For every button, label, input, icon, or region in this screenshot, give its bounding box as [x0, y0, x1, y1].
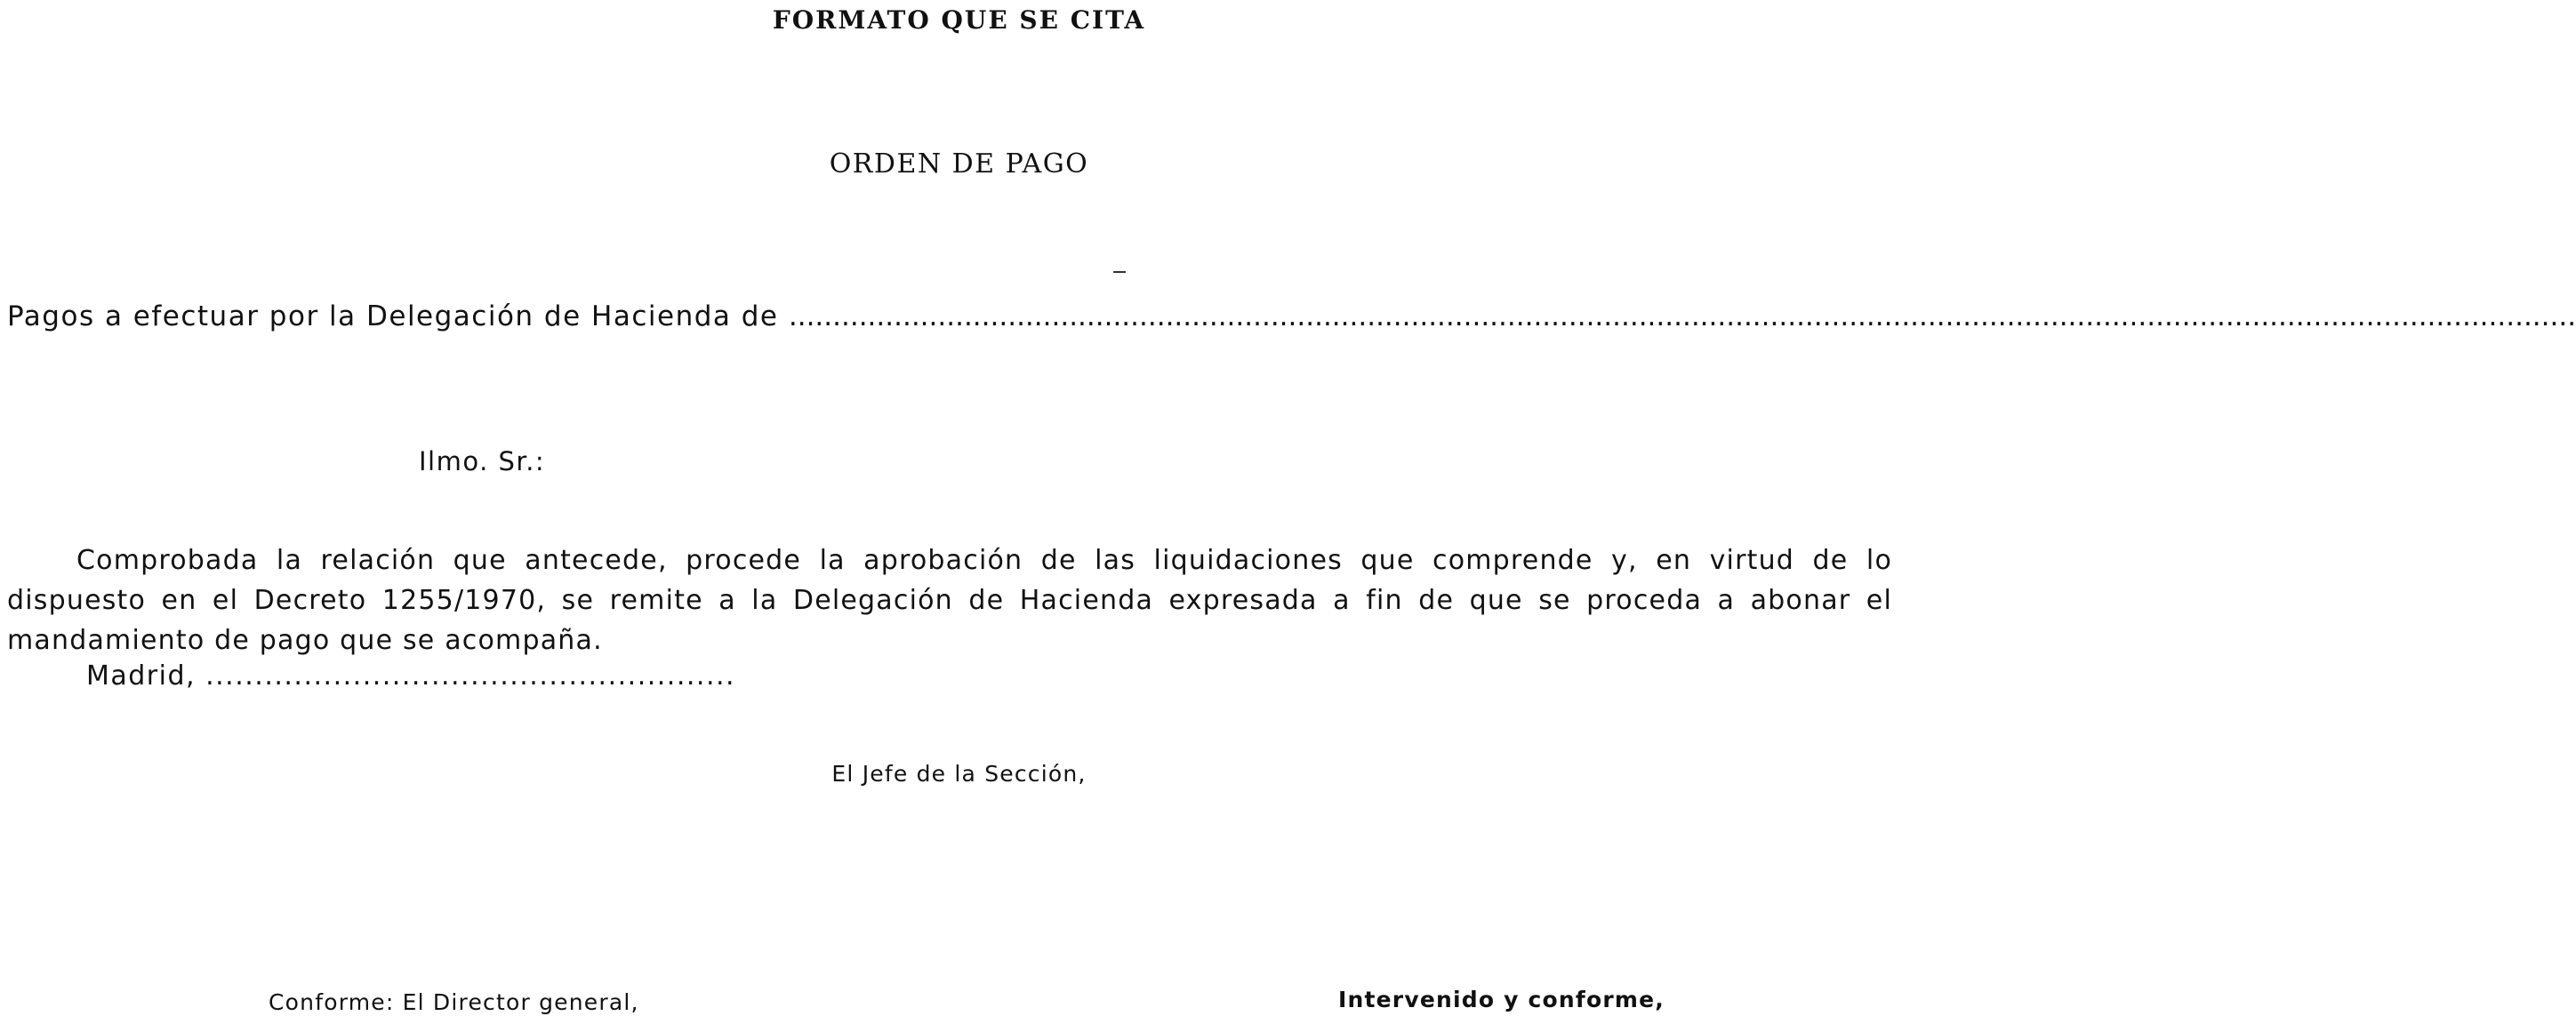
pagos-label: Pagos a efectuar por la Delegación de Hacienda de: [7, 300, 779, 332]
signature-director-general: Conforme: El Director general,: [269, 989, 639, 1015]
salutation: Ilmo. Sr.:: [419, 446, 546, 476]
madrid-fill-dots: ......................................................: [205, 660, 736, 692]
madrid-label: Madrid,: [86, 660, 197, 692]
pagos-line: [7, 300, 2576, 332]
pagos-fill-dots: ............................................................................................................................................................................................................: [788, 300, 2576, 332]
madrid-date-line: [86, 660, 735, 692]
signature-jefe-seccion: El Jefe de la Sección,: [831, 761, 1087, 787]
heading-formato-que-se-cita: FORMATO QUE SE CITA: [772, 5, 1146, 35]
body-paragraph: Comprobada la relación que antecede, procede la aprobación de las liquidaciones que comprende y, en virtud de lo dispuesto en el Decreto 1255/1970, se remite a la Delegación de Hacienda expresada a fin de que se proceda a abonar el mandamiento de pago que se acompaña.: [7, 545, 1892, 656]
heading-orden-de-pago: ORDEN DE PAGO: [829, 148, 1089, 180]
stray-dash-mark: [1113, 271, 1126, 273]
signature-intervenido: Intervenido y conforme,: [1338, 987, 1665, 1012]
